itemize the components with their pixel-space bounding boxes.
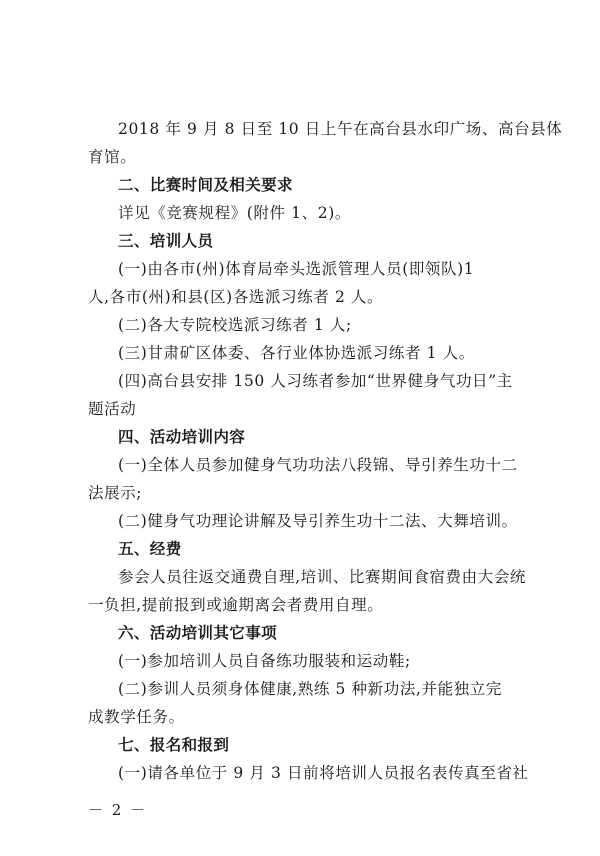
text-line: 一负担,提前报到或逾期离会者费用自理。 bbox=[88, 596, 384, 614]
text-line: (三)甘肃矿区体委、各行业体协选派习练者 1 人。 bbox=[118, 344, 475, 362]
text-line: 人,各市(州)和县(区)各选派习练者 2 人。 bbox=[88, 288, 384, 306]
text-line: (一)全体人员参加健身气功功法八段锦、导引养生功十二 bbox=[118, 456, 518, 474]
text-line: (二)各大专院校选派习练者 1 人; bbox=[118, 316, 352, 334]
page-number: － 2 － bbox=[88, 801, 148, 819]
text-line: (二)健身气功理论讲解及导引养生功十二法、大舞培训。 bbox=[118, 512, 518, 530]
text-line: 题活动 bbox=[88, 400, 137, 418]
text-line: 参会人员往返交通费自理,培训、比赛期间食宿费由大会统 bbox=[118, 568, 527, 586]
section-heading: 七、报名和报到 bbox=[118, 736, 230, 754]
text-line: (一)请各单位于 9 月 3 日前将培训人员报名表传真至省社 bbox=[118, 764, 529, 782]
text-line: 2018 年 9 月 8 日至 10 日上午在高台县水印广场、高台县体 bbox=[118, 120, 563, 138]
text-line: 法展示; bbox=[88, 484, 143, 502]
text-line: (二)参训人员须身体健康,熟练 5 种新功法,并能独立完 bbox=[118, 680, 502, 698]
text-line: 育馆。 bbox=[88, 148, 137, 166]
section-heading: 五、经费 bbox=[118, 540, 182, 558]
text-line: 详见《竞赛规程》(附件 1、2)。 bbox=[118, 204, 351, 222]
text-line: (四)高台县安排 150 人习练者参加“世界健身气功日”主 bbox=[118, 372, 513, 390]
text-line: (一)由各市(州)体育局牵头选派管理人员(即领队)1 bbox=[118, 260, 475, 278]
text-line: 成教学任务。 bbox=[88, 708, 185, 726]
section-heading: 六、活动培训其它事项 bbox=[118, 624, 278, 642]
section-heading: 三、培训人员 bbox=[118, 232, 214, 250]
section-heading: 四、活动培训内容 bbox=[118, 428, 246, 446]
text-line: (一)参加培训人员自备练功服装和运动鞋; bbox=[118, 652, 411, 670]
section-heading: 二、比赛时间及相关要求 bbox=[118, 176, 293, 194]
